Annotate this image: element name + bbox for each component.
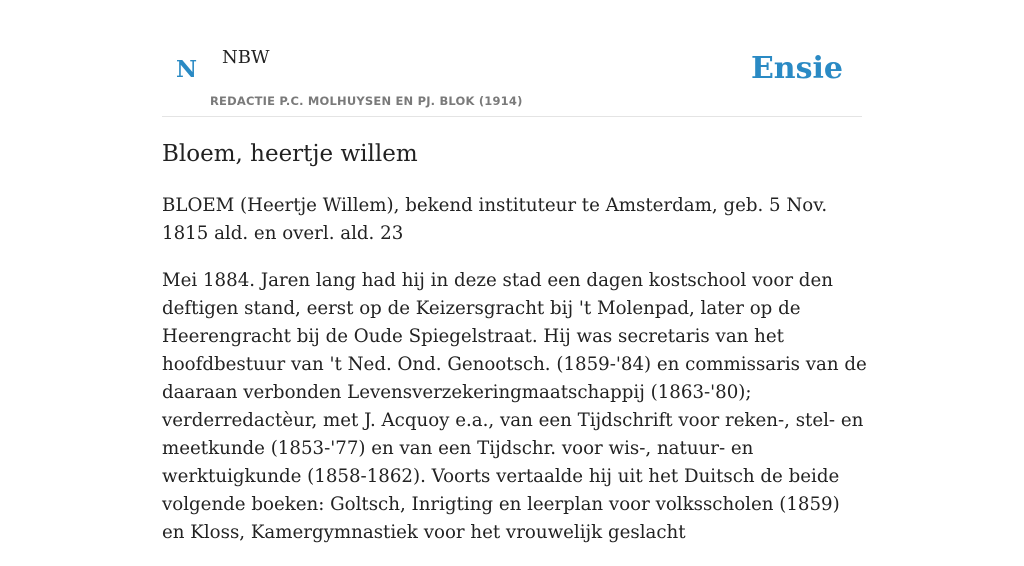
ensie-logo-link[interactable]: Ensie (750, 51, 843, 86)
article-title: Bloem, heertje willem (162, 141, 418, 167)
source-logo[interactable]: N (176, 56, 198, 83)
source-subtitle: REDACTIE P.C. MOLHUYSEN EN PJ. BLOK (1914) (210, 94, 523, 108)
article-body (162, 192, 867, 566)
article-paragraph: BLOEM (Heertje Willem), bekend instituteur te Amsterdam, geb. 5 Nov. 1815 ald. en overl. ald. 23 (162, 195, 828, 244)
article-paragraph: Mei 1884. Jaren lang had hij in deze stad een dagen kostschool voor den deftigen stand, eerst op de Keizersgracht bij 't Molenpad, later op de Heerengracht bij de Oude Spiegelstraat. Hij was secretaris van het hoofdbestuur van 't Ned. Ond. Genootsch. (1859-'84) en commissaris van de daaraan verbonden Levensverzekeringmaatschappij (1863-'80); verderredactèur, met J. Acquoy e.a., van een Tijdschrift voor reken-, stel- en meetkunde (1853-'77) en van een Tijdschr. voor wis-, natuur- en werktuigkunde (1858-1862). Voorts vertaalde hij uit het Duitsch de beide volgende boeken: Goltsch, Inrigting en leerplan voor volksscholen (1859) en Kloss, Kamergymnastiek voor het vrouwelijk geslacht (162, 270, 867, 543)
source-header (162, 0, 862, 117)
source-name-link[interactable]: NBW (222, 47, 270, 68)
